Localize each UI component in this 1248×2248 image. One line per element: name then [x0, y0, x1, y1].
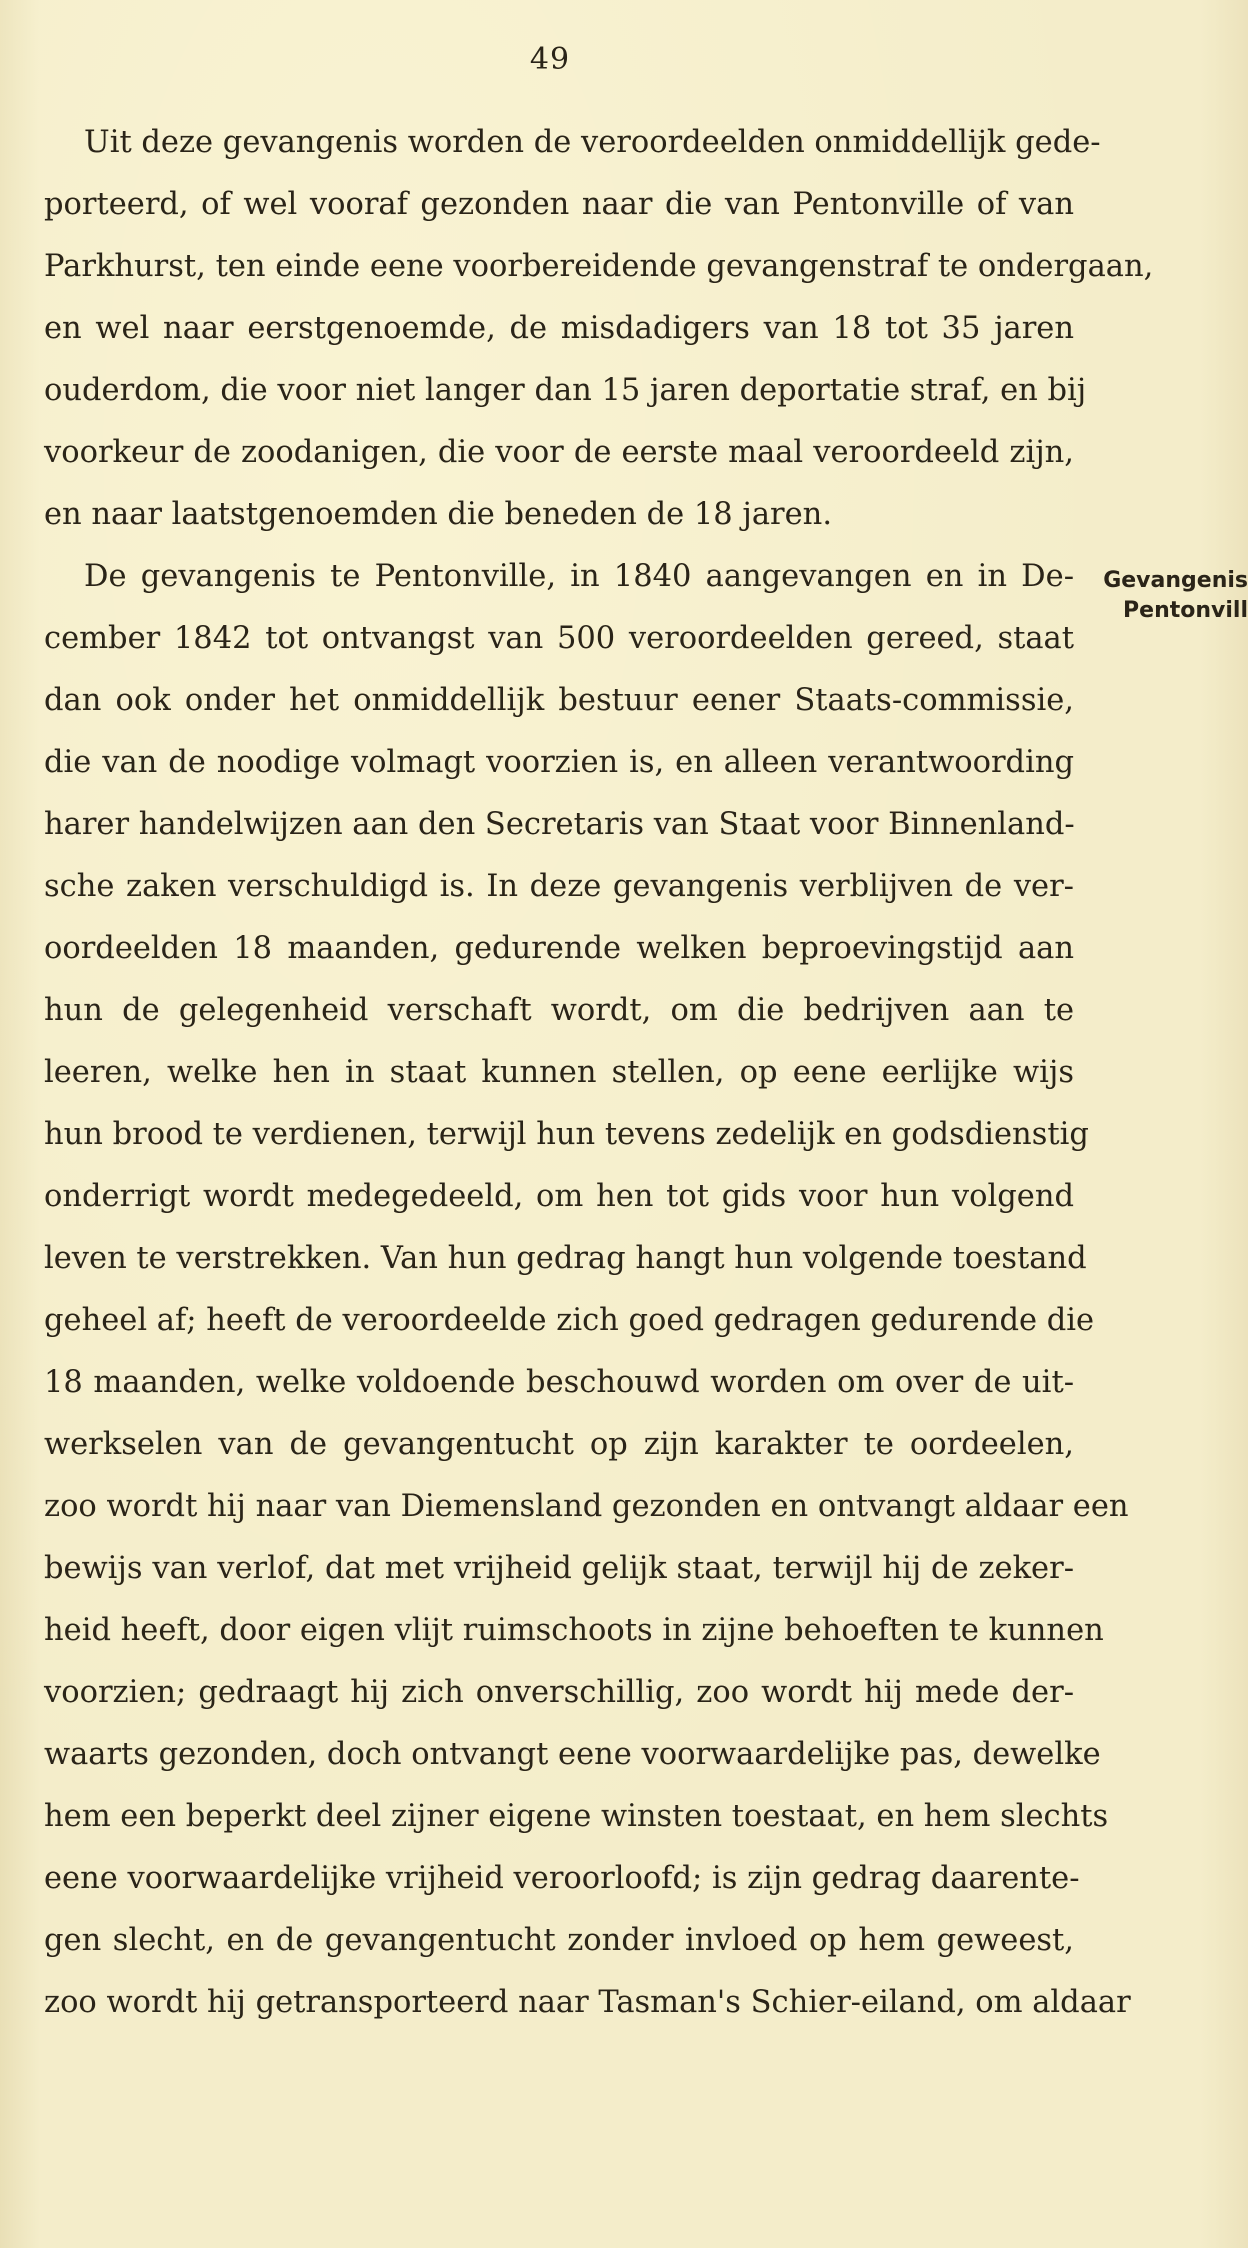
text-line: en wel naar eerstgenoemde, de misdadigers van 18 tot 35 jaren	[44, 311, 1074, 346]
text-line: voorkeur de zoodanigen, die voor de eerste maal veroordeeld zijn,	[44, 435, 1074, 470]
text-line: die van de noodige volmagt voorzien is, en alleen verantwoording	[44, 745, 1074, 780]
text-line: leven te verstrekken. Van hun gedrag hangt hun volgende toestand	[44, 1241, 1087, 1276]
text-line: waarts gezonden, doch ontvangt eene voorwaardelijke pas, dewelke	[44, 1737, 1101, 1772]
text-line: harer handelwijzen aan den Secretaris van Staat voor Binnenland-	[44, 807, 1075, 842]
text-line: voorzien; gedraagt hij zich onverschillig, zoo wordt hij mede der-	[44, 1675, 1074, 1710]
text-line: sche zaken verschuldigd is. In deze gevangenis verblijven de ver-	[44, 869, 1074, 904]
body-text	[44, 112, 1154, 2034]
margin-note-line: Gevangenis	[1103, 568, 1248, 593]
text-line: ouderdom, die voor niet langer dan 15 jaren deportatie straf, en bij	[44, 373, 1087, 408]
text-line: hem een beperkt deel zijner eigene winsten toestaat, en hem slechts	[44, 1799, 1109, 1834]
text-line: Uit deze gevangenis worden de veroordeelden onmiddellijk gede-	[84, 125, 1101, 160]
text-line: zoo wordt hij getransporteerd naar Tasman's Schier-eiland, om aldaar	[44, 1985, 1131, 2020]
text-line: porteerd, of wel vooraf gezonden naar die van Pentonville of van	[44, 187, 1074, 222]
text-line: gen slecht, en de gevangentucht zonder invloed op hem geweest,	[44, 1923, 1074, 1958]
text-line: leeren, welke hen in staat kunnen stellen, op eene eerlijke wijs	[44, 1055, 1074, 1090]
text-line: 18 maanden, welke voldoende beschouwd worden om over de uit-	[44, 1365, 1074, 1400]
text-line: oordeelden 18 maanden, gedurende welken beproevingstijd aan	[44, 931, 1074, 966]
text-line: en naar laatstgenoemden die beneden de 18 jaren.	[44, 497, 833, 532]
text-line: hun de gelegenheid verschaft wordt, om die bedrijven aan te	[44, 993, 1074, 1028]
text-line: heid heeft, door eigen vlijt ruimschoots in zijne behoeften te kunnen	[44, 1613, 1104, 1648]
text-line: De gevangenis te Pentonville, in 1840 aangevangen en in De-	[84, 559, 1074, 594]
text-line: Parkhurst, ten einde eene voorbereidende gevangenstraf te ondergaan,	[44, 249, 1154, 284]
text-line: werkselen van de gevangentucht op zijn karakter te oordeelen,	[44, 1427, 1074, 1462]
margin-note-line: Pentonvill	[1123, 598, 1248, 623]
text-line: bewijs van verlof, dat met vrijheid gelijk staat, terwijl hij de zeker-	[44, 1551, 1074, 1586]
text-line: geheel af; heeft de veroordeelde zich goed gedragen gedurende die	[44, 1303, 1095, 1338]
text-line: eene voorwaardelijke vrijheid veroorloofd; is zijn gedrag daarente-	[44, 1861, 1080, 1896]
text-line: zoo wordt hij naar van Diemensland gezonden en ontvangt aldaar een	[44, 1489, 1129, 1524]
margin-note	[1086, 566, 1248, 626]
text-line: dan ook onder het onmiddellijk bestuur eener Staats-commissie,	[44, 683, 1074, 718]
text-line: onderrigt wordt medegedeeld, om hen tot gids voor hun volgend	[44, 1179, 1074, 1214]
text-line: cember 1842 tot ontvangst van 500 veroordeelden gereed, staat	[44, 621, 1074, 656]
text-line: hun brood te verdienen, terwijl hun tevens zedelijk en godsdienstig	[44, 1117, 1089, 1152]
page-number: 49	[529, 42, 571, 77]
